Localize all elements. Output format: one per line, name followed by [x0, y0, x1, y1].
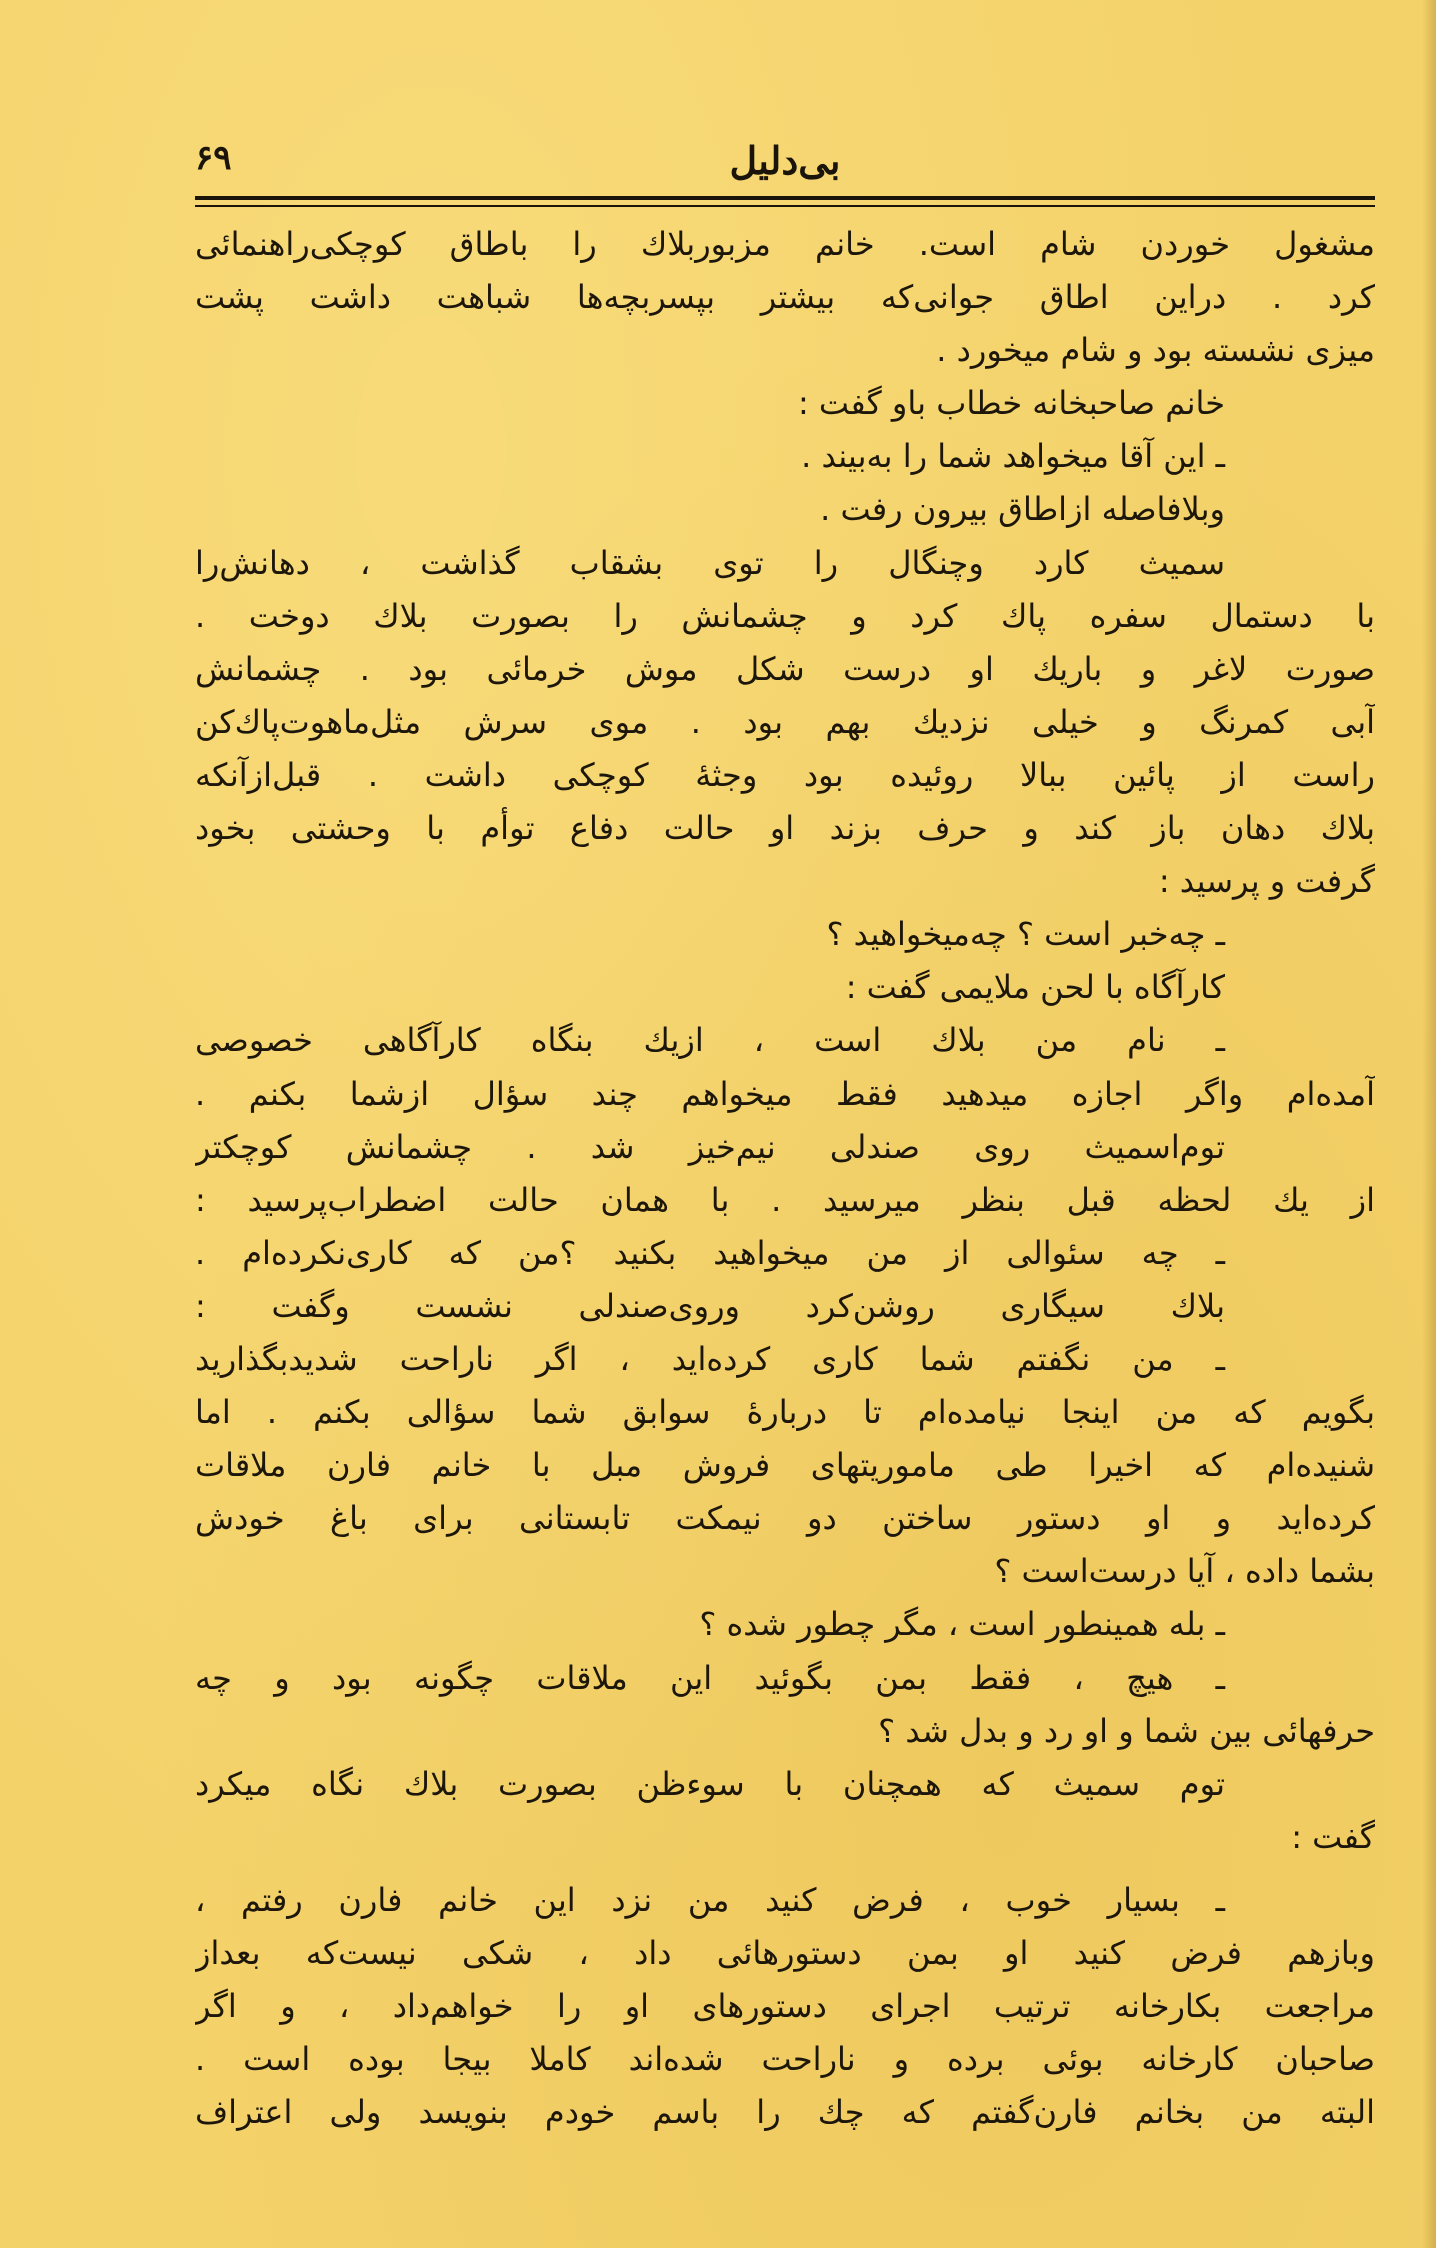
text-line: کرده‌اید و او دستور ساختن دو نیمکت تابستانی برای باغ خودش	[195, 1499, 1375, 1538]
text-line: بگویم که من اینجا نیامده‌ام تا دربارهٔ سوابق شما سؤالی بکنم . اما	[195, 1393, 1375, 1432]
text-line: راست از پائین ببالا روئیده بود وجثهٔ کوچکی داشت . قبل‌ازآنکه	[195, 755, 1375, 794]
page-header	[195, 138, 1375, 188]
text-line: وبلافاصله ازاطاق بیرون رفت .	[820, 490, 1225, 529]
text-line: آبی کمرنگ و خیلی نزدیك بهم بود . موی سرش مثل‌ماهوت‌پاك‌کن	[195, 702, 1375, 741]
text-line: ـ هیچ ، فقط بمن بگوئید این ملاقات چگونه بود و چه	[195, 1658, 1225, 1697]
text-line: صاحبان کارخانه بوئی برده و ناراحت شده‌اند کاملا بیجا بوده است .	[195, 2040, 1375, 2079]
text-line: گرفت و پرسید :	[1158, 862, 1375, 901]
text-line: کارآگاه با لحن ملایمی گفت :	[845, 968, 1225, 1007]
text-line: ـ نام من بلاك است ، ازیك بنگاه کارآگاهی خصوصی	[195, 1021, 1225, 1060]
text-line: میزی نشسته بود و شام میخورد .	[936, 331, 1375, 370]
text-line: شنیده‌ام که اخیرا طی ماموریتهای فروش مبل با خانم فارن ملاقات	[195, 1446, 1375, 1485]
text-line: ـ من نگفتم شما کاری کرده‌اید ، اگر ناراحت شدید‌بگذارید	[195, 1339, 1225, 1378]
text-line: با دستمال سفره پاك کرد و چشمانش را بصورت بلاك دوخت .	[195, 596, 1375, 635]
text-line: خانم صاحبخانه خطاب باو گفت :	[797, 384, 1225, 423]
text-line: بلاك سیگاری روشن‌کرد وروی‌صندلی نشست وگفت :	[195, 1286, 1225, 1325]
text-line: آمده‌ام واگر اجازه میدهید فقط میخواهم چند سؤال ازشما بکنم .	[195, 1074, 1375, 1113]
text-line: ـ بسیار خوب ، فرض کنید من نزد این خانم فارن رفتم ،	[195, 1880, 1225, 1919]
text-line: وبازهم فرض کنید او بمن دستورهائی داد ، شکی نیست‌که بعداز	[195, 1934, 1375, 1972]
text-line: ـ چه سئوالی از من میخواهید بکنید ؟من که کاری‌نکرده‌ام .	[195, 1233, 1225, 1272]
text-line: ـ چه‌خبر است ؟ چه‌میخواهید ؟	[826, 915, 1225, 954]
header-rule-thin	[195, 205, 1375, 207]
text-line: سمیث کارد وچنگال را توی بشقاب گذاشت ، دهانش‌را	[195, 543, 1225, 582]
text-line: گفت :	[1291, 1817, 1375, 1856]
text-line: توم‌اسمیث روی صندلی نیم‌خیز شد . چشمانش کوچکتر	[195, 1127, 1225, 1166]
text-line: صورت لاغر و باریك او درست شکل موش خرمائی بود . چشمانش	[195, 649, 1375, 688]
text-line: ـ بله همینطور است ، مگر چطور شده ؟	[699, 1605, 1225, 1644]
text-line: بشما داده ، آیا درست‌است ؟	[994, 1552, 1375, 1591]
text-line: ـ این آقا میخواهد شما را به‌بیند .	[801, 437, 1225, 476]
body-text	[195, 218, 1375, 2139]
text-line: مراجعت بکارخانه ترتیب اجرای دستورهای او را خواهم‌داد ، و اگر	[195, 1987, 1375, 2026]
page-edge-shadow	[1422, 0, 1436, 2248]
text-line: حرفهائی بین شما و او رد و بدل شد ؟	[878, 1711, 1375, 1750]
text-line: کرد . دراین اطاق جوانی‌که بیشتر بپسربچه‌ها شباهت داشت پشت	[195, 278, 1375, 317]
page-number: ۶۹	[195, 138, 232, 178]
text-line: البته من بخانم فارن‌گفتم که چك را باسم خودم بنویسد ولی اعتراف	[195, 2093, 1375, 2132]
text-line: بلاك دهان باز کند و حرف بزند او حالت دفاع توأم با وحشتی بخود	[195, 809, 1375, 848]
header-rule	[195, 196, 1375, 200]
running-title: بی‌دلیل	[729, 138, 841, 183]
text-line: مشغول خوردن شام است. خانم مزبوربلاك را باطاق کوچکی‌راهنمائی	[195, 225, 1375, 263]
text-line: از یك لحظه قبل بنظر میرسید . با همان حالت اضطراب‌پرسید :	[195, 1180, 1375, 1219]
text-line: توم سمیث که همچنان با سوءظن بصورت بلاك نگاه میکرد	[195, 1764, 1225, 1803]
